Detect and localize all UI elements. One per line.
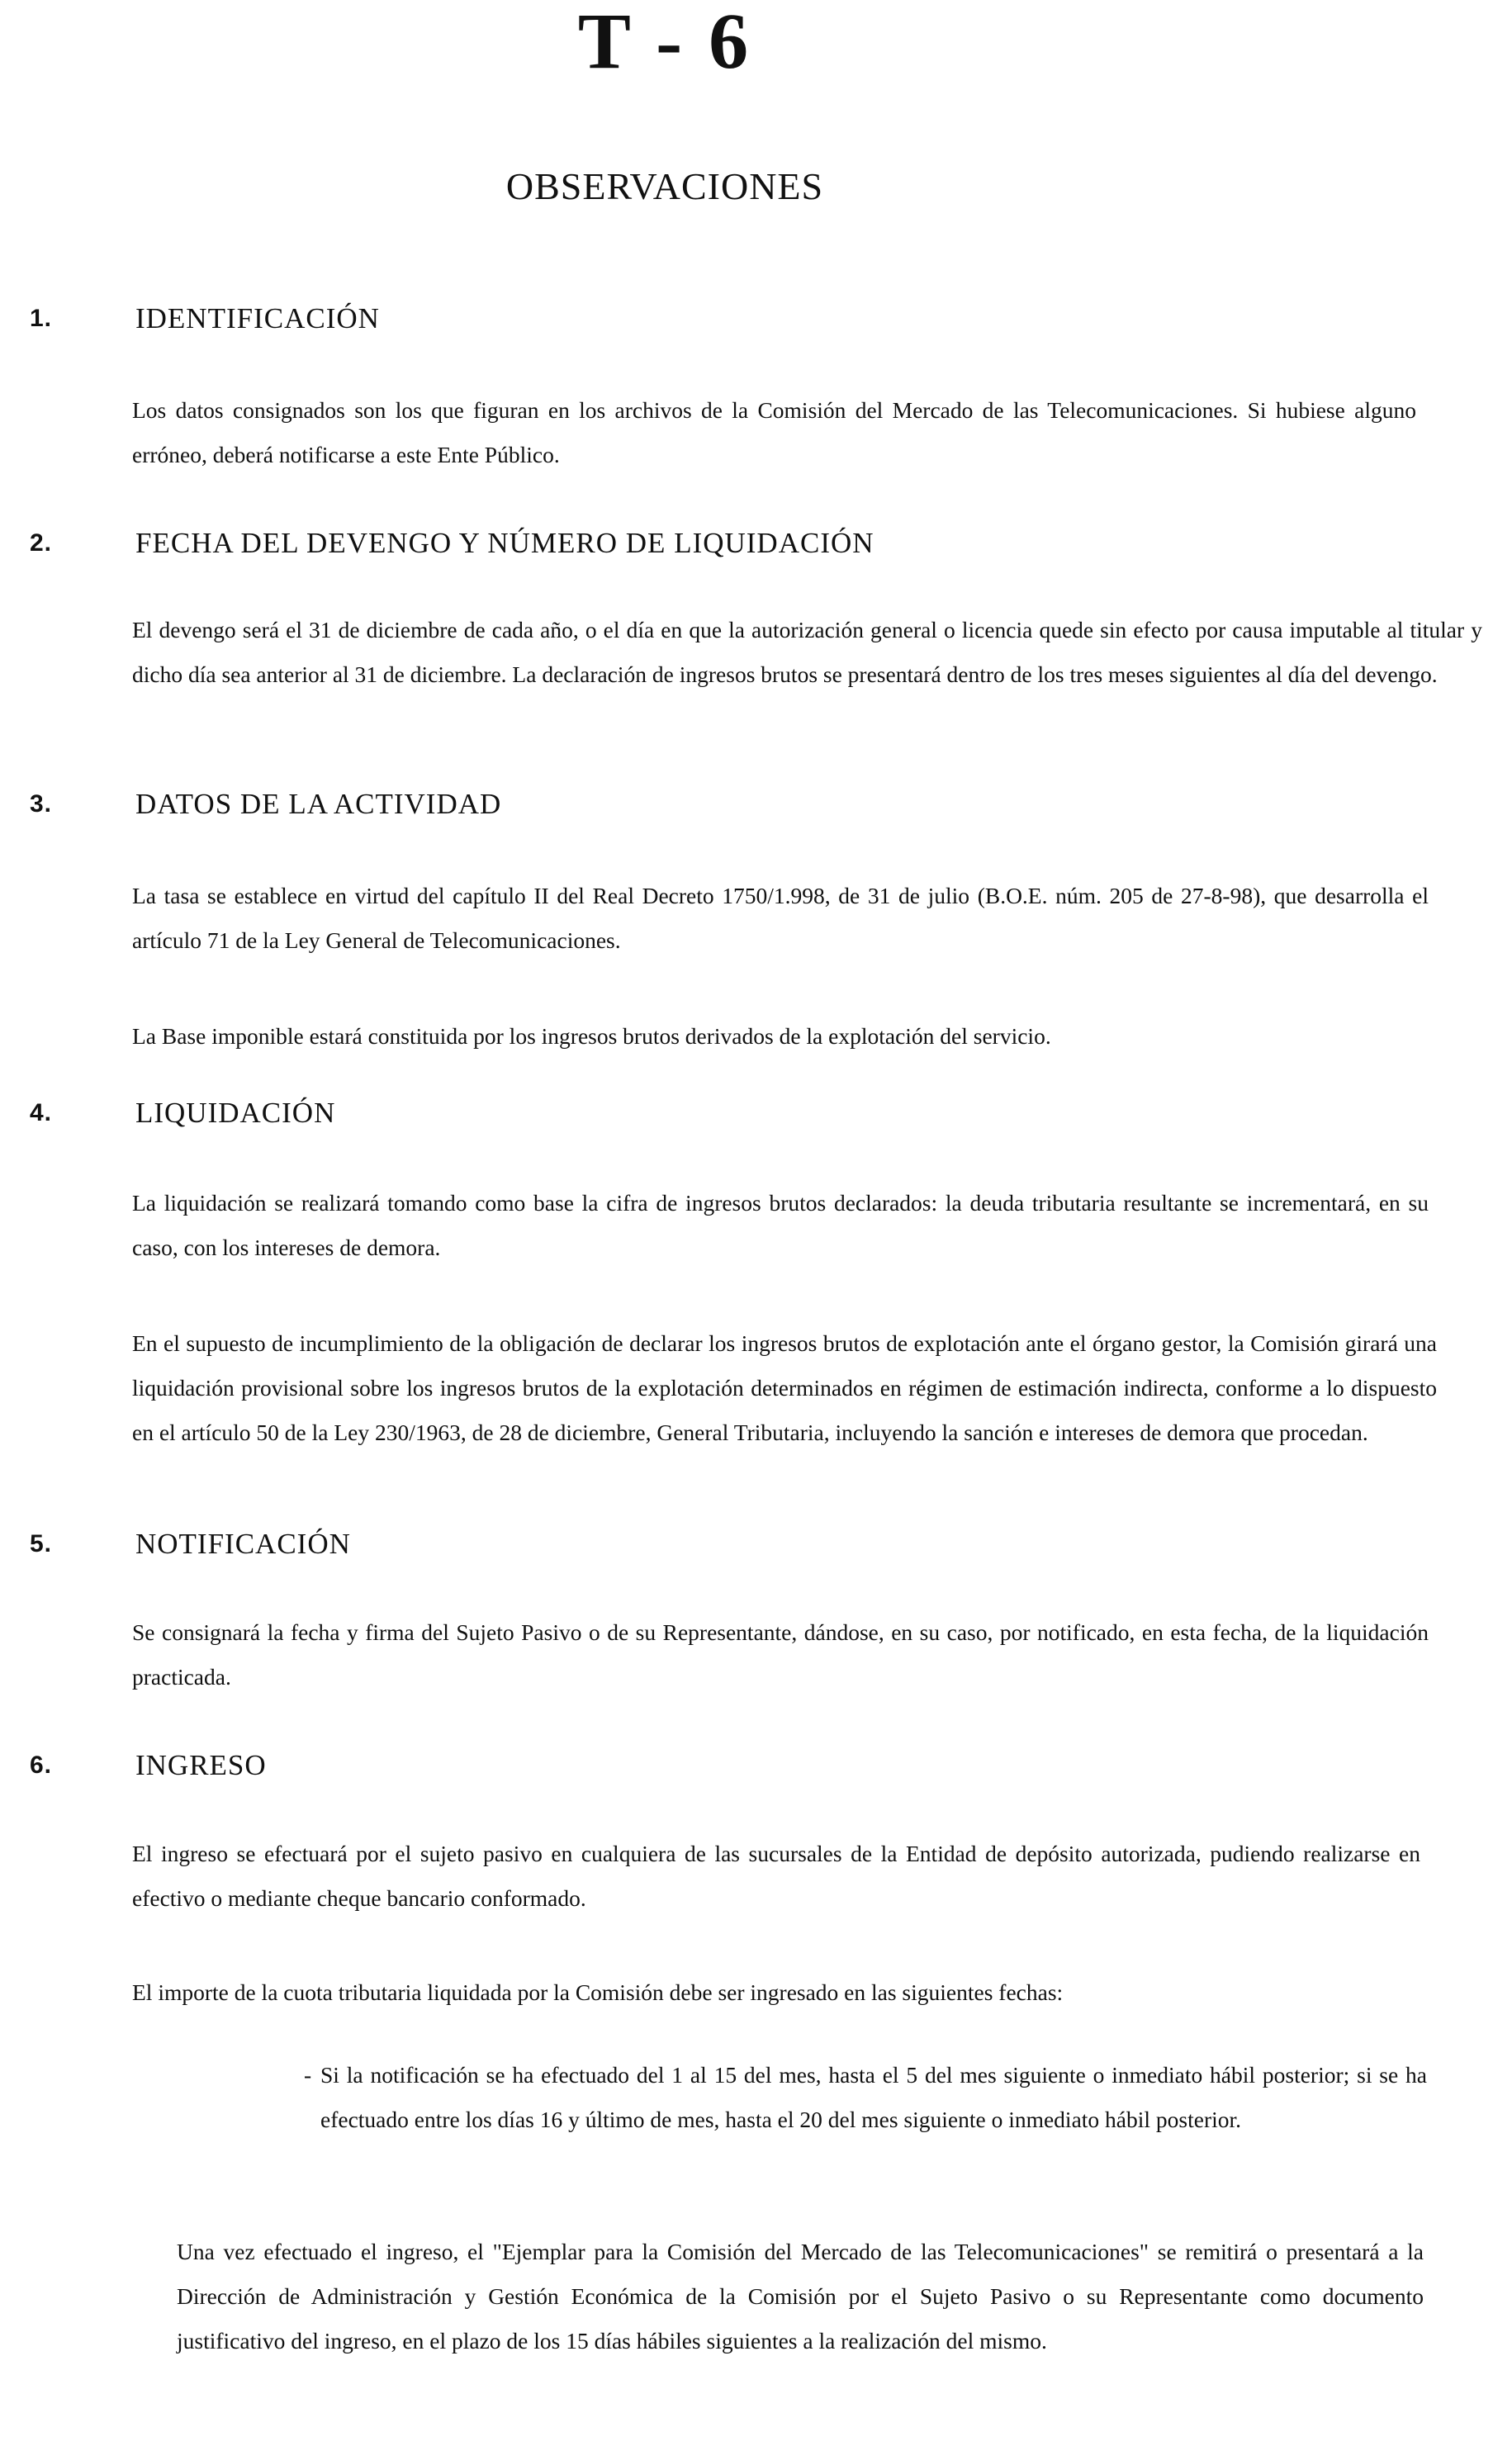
section-title: NOTIFICACIÓN [135, 1528, 351, 1560]
section-number: 5. [30, 1530, 53, 1557]
section-number: 1. [30, 305, 53, 332]
section-number: 6. [30, 1752, 53, 1779]
form-code-heading: T - 6 [577, 0, 752, 85]
paragraph: La Base imponible estará constituida por los ingresos brutos derivados de la explotación del servicio. [132, 1023, 1051, 1049]
paragraph: El importe de la cuota tributaria liquidada por la Comisión debe ser ingresado en las siguientes fechas: [132, 1979, 1064, 2005]
closing-paragraph: Una vez efectuado el ingreso, el "Ejemplar para la Comisión del Mercado de las Telecomunicaciones" se remitirá o presentará a la Dirección de Administración y Gestión Económica de la Comisión por el Sujeto Pasivo o su Representante como documento justificativo del ingreso, en el plazo de los 15 días hábiles siguientes a la realización del mismo. [177, 2239, 1424, 2354]
section-number: 3. [30, 790, 53, 818]
payment-dates-list [304, 2053, 1427, 2142]
paragraph: La liquidación se realizará tomando como base la cifra de ingresos brutos declarados: la deuda tributaria resultante se incrementará, en su caso, con los intereses de demora. [132, 1190, 1429, 1260]
section-number: 4. [30, 1099, 53, 1126]
section-title: LIQUIDACIÓN [135, 1097, 336, 1129]
section-title: INGRESO [135, 1749, 267, 1781]
section-title: IDENTIFICACIÓN [135, 302, 380, 334]
paragraph: El ingreso se efectuará por el sujeto pasivo en cualquiera de las sucursales de la Entidad de depósito autorizada, pudiendo realizarse en efectivo o mediante cheque bancario conformado. [132, 1841, 1420, 1911]
section-number: 2. [30, 529, 53, 557]
section-title: DATOS DE LA ACTIVIDAD [135, 788, 502, 820]
paragraph: En el supuesto de incumplimiento de la obligación de declarar los ingresos brutos de explotación ante el órgano gestor, la Comisión girará una liquidación provisional sobre los ingresos brutos de la explotación determinados en régimen de estimación indirecta, conforme a lo dispuesto en el artículo 50 de la Ley 230/1963, de 28 de diciembre, General Tributaria, incluyendo la sanción e intereses de demora que procedan. [132, 1330, 1437, 1445]
paragraph: La tasa se establece en virtud del capítulo II del Real Decreto 1750/1.998, de 31 de julio (B.O.E. núm. 205 de 27-8-98), que desarrolla el artículo 71 de la Ley General de Telecomunicaciones. [132, 883, 1429, 953]
paragraph: Los datos consignados son los que figuran en los archivos de la Comisión del Mercado de las Telecomunicaciones. Si hubiese alguno erróneo, deberá notificarse a este Ente Público. [132, 397, 1416, 467]
bullet-marker: - [304, 2062, 312, 2088]
page-title: OBSERVACIONES [505, 165, 824, 207]
list-item [304, 2053, 1427, 2142]
list-item-text: Si la notificación se ha efectuado del 1 al 15 del mes, hasta el 5 del mes siguiente o inmediato hábil posterior; si se ha efectuado entre los días 16 y último de mes, hasta el 20 del mes siguiente o inmediato hábil posterior. [320, 2062, 1427, 2132]
section-title: FECHA DEL DEVENGO Y NÚMERO DE LIQUIDACIÓN [135, 527, 874, 559]
paragraph: Se consignará la fecha y firma del Sujeto Pasivo o de su Representante, dándose, en su caso, por notificado, en esta fecha, de la liquidación practicada. [132, 1619, 1429, 1690]
paragraph: El devengo será el 31 de diciembre de cada año, o el día en que la autorización general o licencia quede sin efecto por causa imputable al titular y dicho día sea anterior al 31 de diciembre. La declaración de ingresos brutos se presentará dentro de los tres meses siguientes al día del devengo. [132, 617, 1482, 687]
